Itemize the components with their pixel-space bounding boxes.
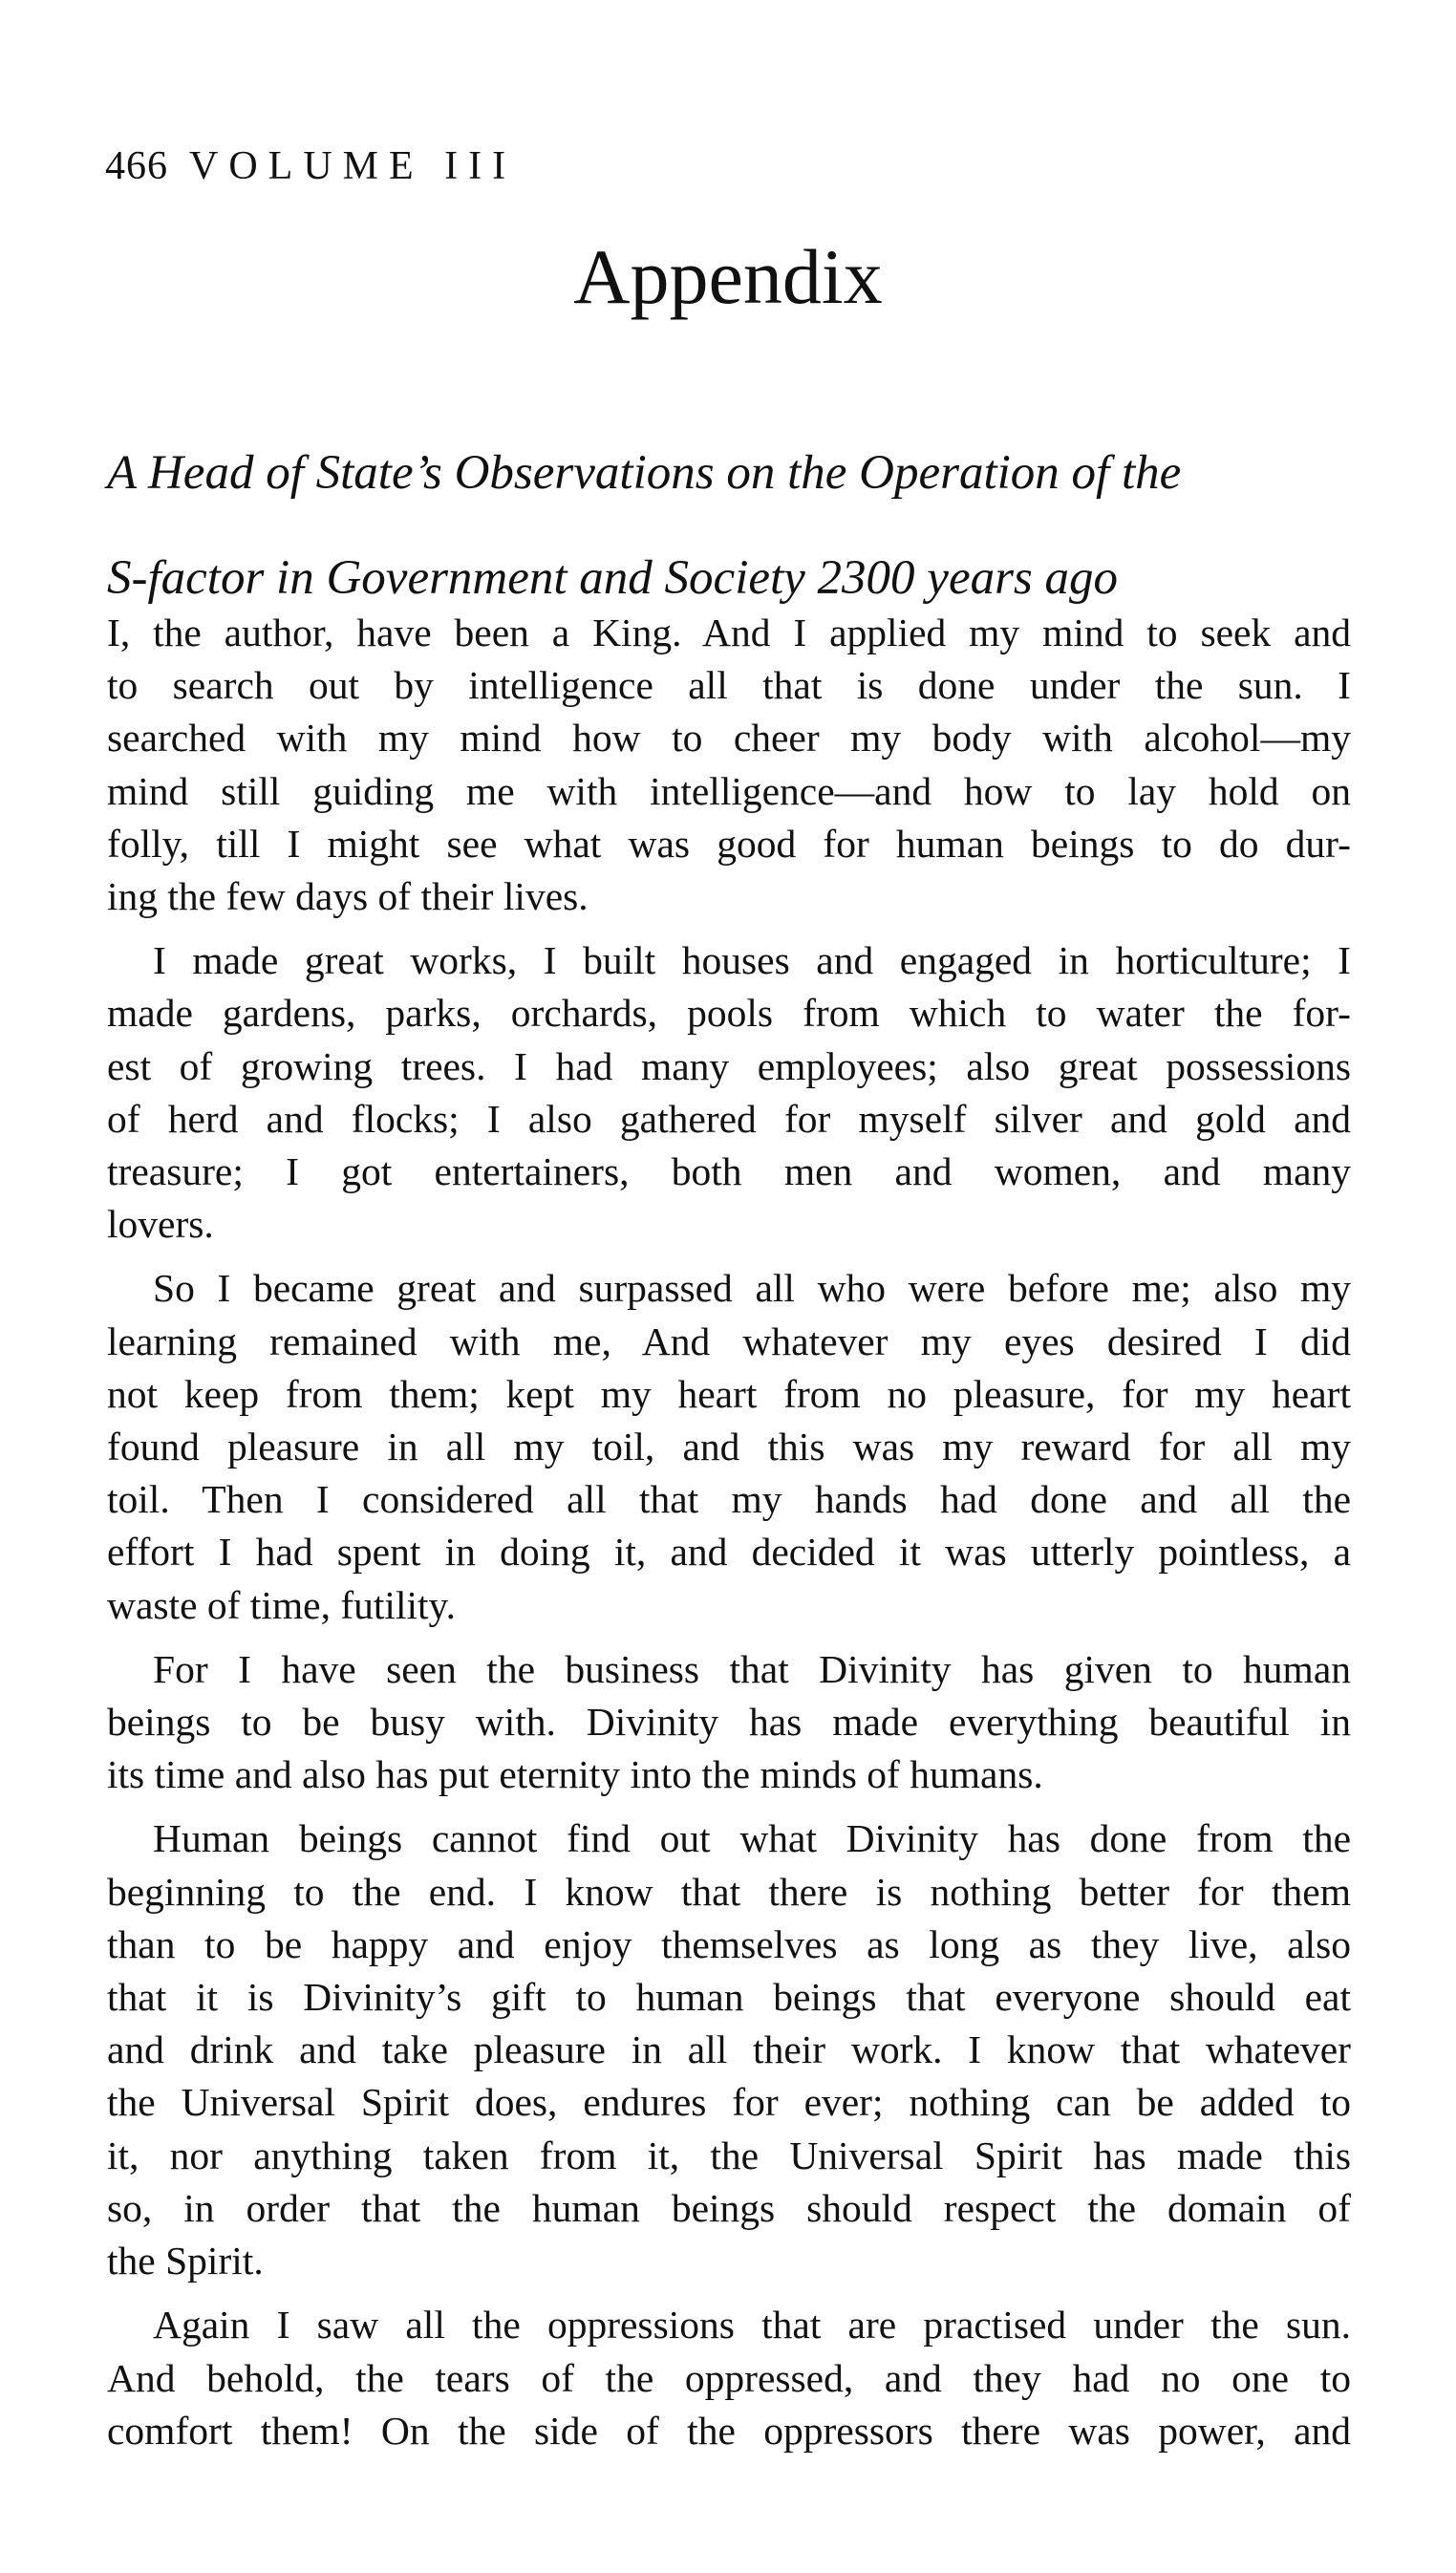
paragraph-1 <box>107 607 1351 923</box>
text-line: I made great works, I built houses and engaged in horticulture; I <box>153 938 1351 983</box>
text-line: ing the few days of their lives. <box>107 874 589 919</box>
text-line: waste of time, futility. <box>107 1582 456 1627</box>
text-line: made gardens, parks, orchards, pools from which to water the for- <box>107 991 1351 1036</box>
text-line: And behold, the tears of the oppressed, and they had no one to <box>107 2355 1351 2400</box>
text-line: beginning to the end. I know that there is nothing better for them <box>107 1869 1351 1914</box>
paragraph-2 <box>107 934 1351 1251</box>
text-line: and drink and take pleasure in all their work. I know that whatever <box>107 2027 1351 2072</box>
text-line: searched with my mind how to cheer my body with alcohol—my <box>107 716 1351 761</box>
text-line: treasure; I got entertainers, both men and women, and many <box>107 1149 1351 1194</box>
section-subtitle <box>107 420 1349 631</box>
paragraph-3 <box>107 1262 1351 1631</box>
text-line: learning remained with me, And whatever my eyes desired I did <box>107 1319 1351 1363</box>
text-line: toil. Then I considered all that my hands had done and all the <box>107 1477 1351 1522</box>
text-line: it, nor anything taken from it, the Universal Spirit has made this <box>107 2133 1351 2177</box>
text-line: comfort them! On the side of the oppressors there was power, and <box>107 2408 1351 2453</box>
paragraph-4 <box>107 1643 1351 1802</box>
body-text <box>107 607 1351 2469</box>
text-line: not keep from them; kept my heart from no pleasure, for my heart <box>107 1371 1351 1416</box>
text-line: Human beings cannot find out what Divinity has done from the <box>153 1816 1351 1861</box>
text-line: the Universal Spirit does, endures for ever; nothing can be added to <box>107 2080 1351 2125</box>
text-line: effort I had spent in doing it, and decided it was utterly pointless, a <box>107 1530 1351 1575</box>
text-line: to search out by intelligence all that is done under the sun. I <box>107 663 1351 708</box>
text-line: lovers. <box>107 1202 214 1247</box>
text-line: so, in order that the human beings should respect the domain of <box>107 2185 1351 2230</box>
text-line: of herd and flocks; I also gathered for myself silver and gold and <box>107 1096 1351 1141</box>
text-line: found pleasure in all my toil, and this was my reward for all my <box>107 1425 1351 1469</box>
text-line: mind still guiding me with intelligence—and how to lay hold on <box>107 768 1351 813</box>
text-line: than to be happy and enjoy themselves as long as they live, also <box>107 1921 1351 1966</box>
text-line: For I have seen the business that Divinity has given to human <box>153 1646 1351 1691</box>
text-line: that it is Divinity’s gift to human beings that everyone should eat <box>107 1975 1351 2020</box>
page-number: 466 <box>105 144 168 188</box>
volume-label: VOLUME III <box>189 144 517 188</box>
text-line: its time and also has put eternity into the minds of humans. <box>107 1752 1043 1797</box>
text-line: the Spirit. <box>107 2239 264 2284</box>
paragraph-6 <box>107 2299 1351 2457</box>
running-head <box>105 143 516 189</box>
paragraph-5 <box>107 1812 1351 2287</box>
text-line: So I became great and surpassed all who were before me; also my <box>153 1266 1351 1311</box>
text-line: I, the author, have been a King. And I applied my mind to seek and <box>107 611 1351 654</box>
text-line: folly, till I might see what was good for human beings to do dur- <box>107 821 1351 866</box>
text-line: Again I saw all the oppressions that are practised under the sun. <box>153 2303 1351 2348</box>
subtitle-line: A Head of State’s Observations on the Operation of the <box>107 446 1182 500</box>
chapter-title: Appendix <box>573 233 883 320</box>
subtitle-line: S-factor in Government and Society 2300 years ago <box>107 551 1119 605</box>
text-line: est of growing trees. I had many employees; also great possessions <box>107 1043 1351 1088</box>
text-line: beings to be busy with. Divinity has made everything beautiful in <box>107 1700 1351 1745</box>
